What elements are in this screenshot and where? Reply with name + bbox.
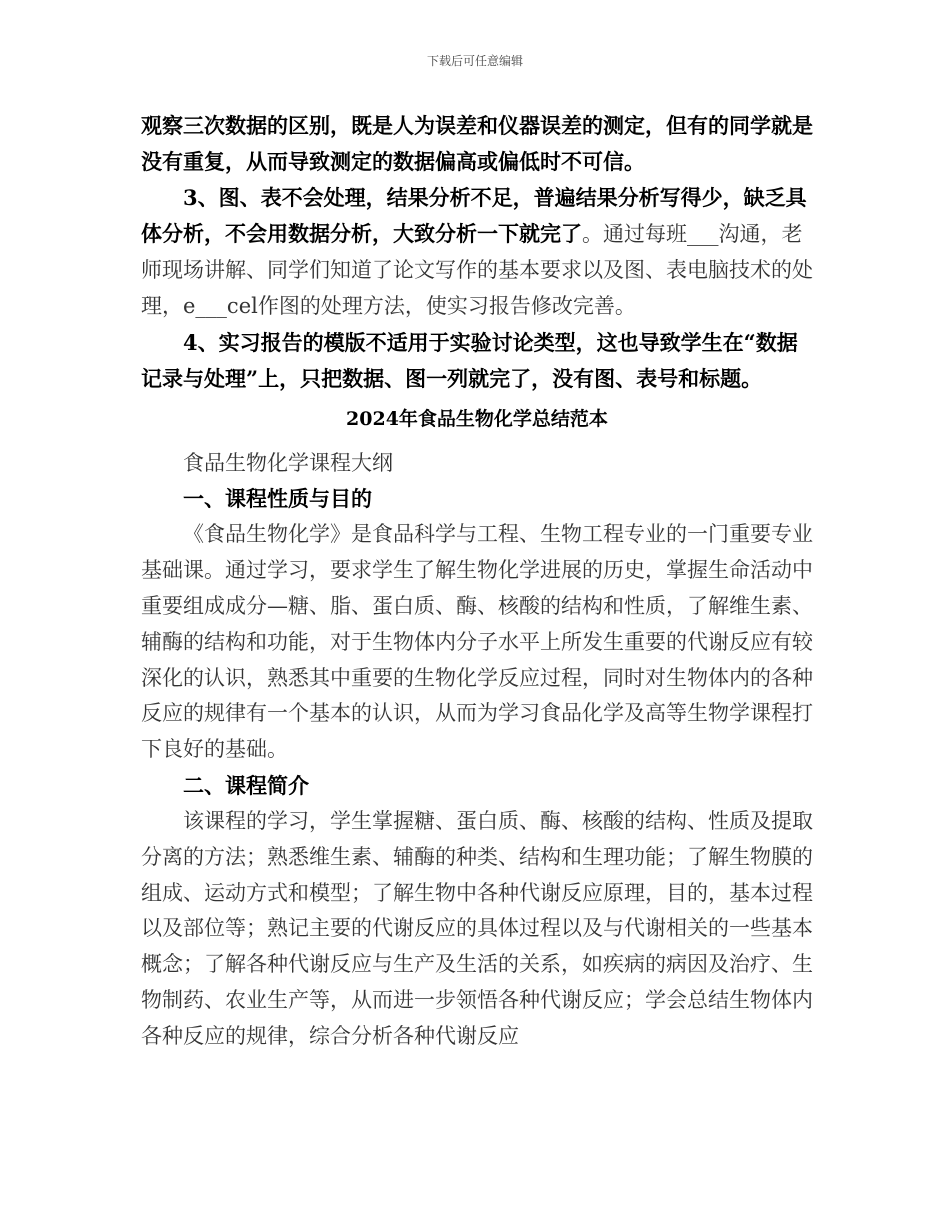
syllabus-subtitle: 食品生物化学课程大纲 xyxy=(183,451,393,476)
chart-processing-normal-text: 。通过每班___沟通，老师现场讲解、同学们知道了论文写作的基本要求以及图、表电脑技术的处理，e___cel作图的处理方法，使实习报告修改完善。 xyxy=(141,222,813,318)
section-heading-course-intro: 二、课程简介 xyxy=(183,772,309,798)
chart-processing-bold-text: 3、图、表不会处理，结果分析不足，普遍结果分析写得少，缺乏具体分析，不会用数据分析，大致分析一下就完了 xyxy=(141,184,807,247)
page-header: 下载后可任意编辑 xyxy=(426,54,523,68)
paragraph-course-nature: 《食品生物化学》是食品科学与工程、生物工程专业的一门重要专业基础课。通过学习，要求学生了解生物化学进展的历史，掌握生命活动中重要组成成分—糖、脂、蛋白质、酶、核酸的结构和性质，了解维生素、辅酶的结构和功能，对于生物体内分子水平上所发生重要的代谢反应有较深化的认识，熟悉其中重要的生物化学反应过程，同时对生物体内的各种反应的规律有一个基本的认识，从而为学习食品化学及高等生物学课程打下良好的基础。 xyxy=(141,522,813,762)
paragraph-repeat-measurement: 观察三次数据的区别，既是人为误差和仪器误差的测定，但有的同学就是没有重复，从而导致测定的数据偏高或偏低时不可信。 xyxy=(141,113,813,174)
paragraph-chart-processing xyxy=(141,180,813,325)
paragraph-report-template: 4、实习报告的模版不适用于实验讨论类型，这也导致学生在“数据记录与处理”上，只把数据、图一列就完了，没有图、表号和标题。 xyxy=(141,329,798,391)
document-body xyxy=(141,108,813,1055)
paragraph-course-intro: 该课程的学习，学生掌握糖、蛋白质、酶、核酸的结构、性质及提取分离的方法；熟悉维生素、辅酶的种类、结构和生理功能；了解生物膜的组成、运动方式和模型；了解生物中各种代谢反应原理，目的，基本过程以及部位等；熟记主要的代谢反应的具体过程以及与代谢相关的一些基本概念；了解各种代谢反应与生产及生活的关系，如疾病的病因及治疗、生物制药、农业生产等，从而进一步领悟各种代谢反应；学会总结生物体内各种反应的规律，综合分析各种代谢反应 xyxy=(141,808,813,1048)
document-title: 2024年食品生物化学总结范本 xyxy=(346,408,608,431)
section-heading-nature-purpose: 一、课程性质与目的 xyxy=(183,486,372,512)
